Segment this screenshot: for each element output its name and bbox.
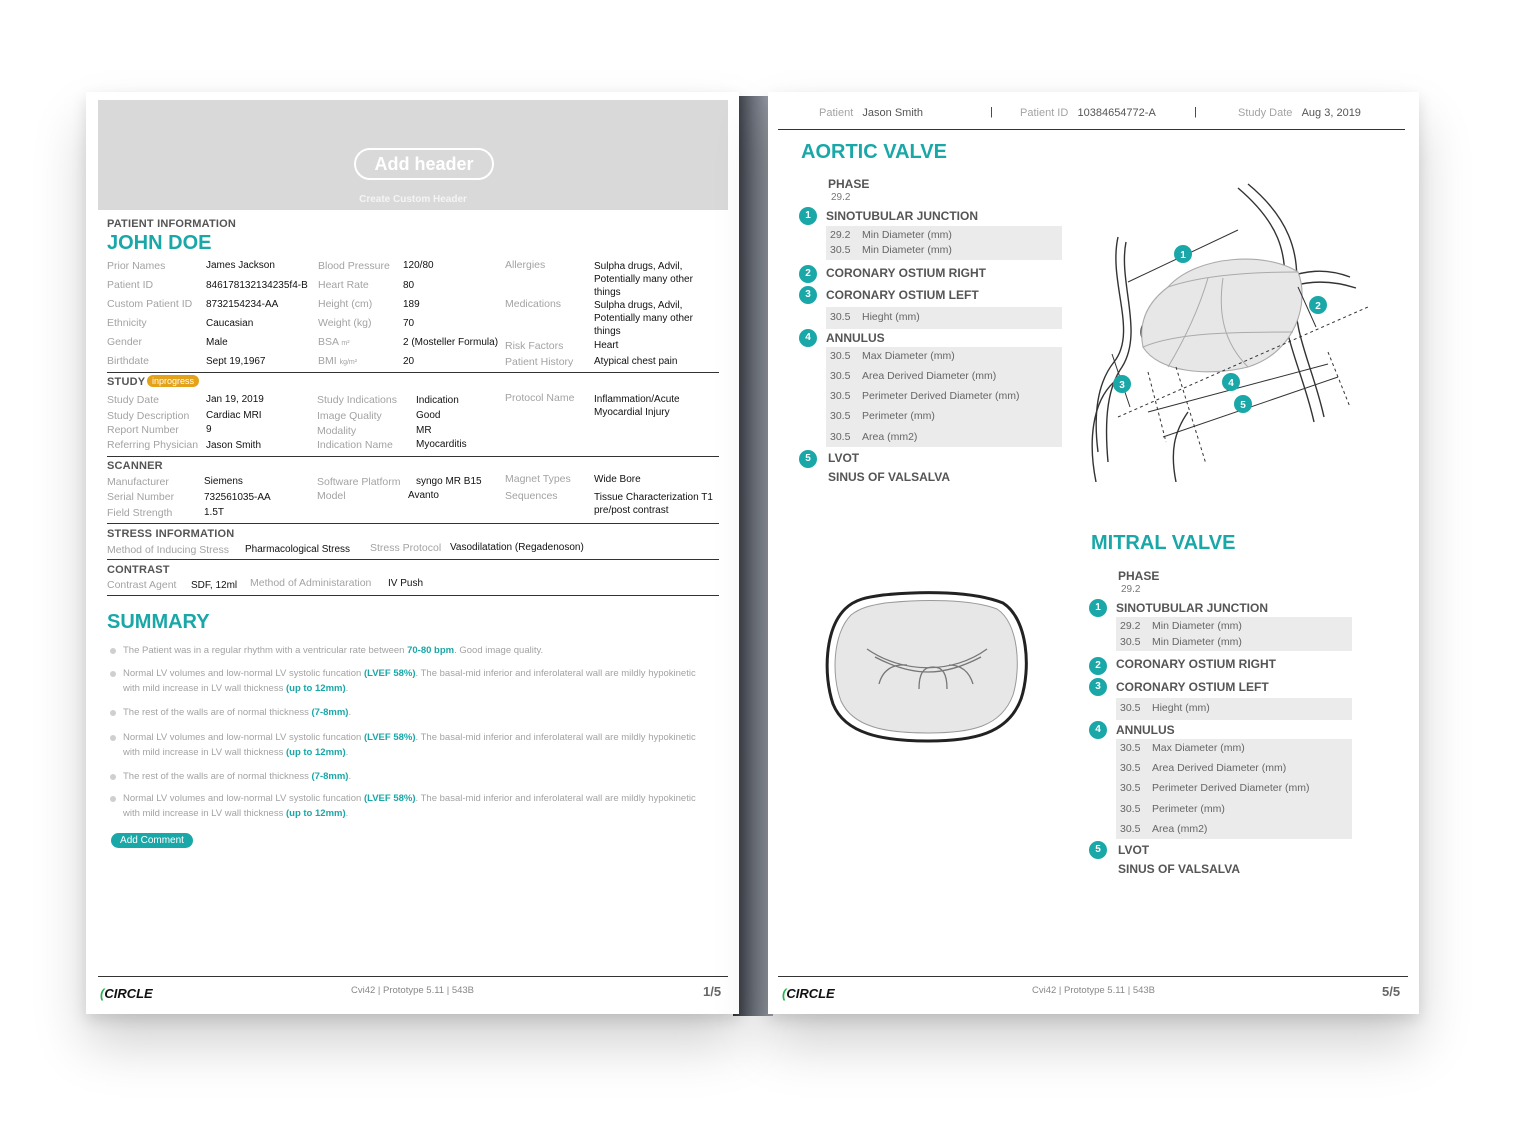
marker-5-label: 5: [1240, 400, 1246, 411]
marker-3-icon: 3: [799, 286, 817, 304]
allergies-value: Sulpha drugs, Advil, Potentially many other things: [594, 261, 693, 298]
study-heading: STUDY: [107, 376, 146, 388]
header-patient: Patient Jason Smith: [819, 107, 923, 119]
marker-5-icon: 5: [1089, 841, 1107, 859]
administration-method-label: Method of Administaration: [250, 577, 372, 589]
blood-pressure-label: Blood Pressure: [318, 260, 390, 272]
summary-title: SUMMARY: [107, 611, 210, 633]
bullet-icon: [110, 796, 116, 802]
add-header-button[interactable]: Add header: [354, 148, 494, 180]
medications-value: Sulpha drugs, Advil, Potentially many other things: [594, 300, 693, 337]
ethnicity-label: Ethnicity: [107, 317, 147, 329]
header-patient-id: Patient ID 10384654772-A: [1020, 107, 1156, 119]
serial-number-label: Serial Number: [107, 491, 175, 503]
aortic-stj-values: [826, 226, 1062, 260]
sequences-value: Tissue Characterization T1 pre/post contrast: [594, 492, 713, 516]
scanner-heading: SCANNER: [107, 460, 163, 472]
field-strength-label: Field Strength: [107, 507, 173, 519]
report-page-5: [768, 92, 1419, 1014]
birthdate-label: Birthdate: [107, 355, 150, 367]
heart-rate-label: Heart Rate: [318, 279, 369, 291]
marker-1-label: 1: [1180, 250, 1186, 261]
mitral-stj-values: 29.2 Min Diameter (mm) 30.5 Min Diameter (mm): [1116, 617, 1352, 651]
patient-info-heading: PATIENT INFORMATION: [107, 218, 237, 230]
manufacturer-label: Manufacturer: [107, 476, 169, 488]
image-quality-value: Good: [416, 410, 441, 421]
study-date-value: Jan 19, 2019: [206, 394, 264, 405]
gender-label: Gender: [107, 336, 143, 348]
patient-history-value: Atypical chest pain: [594, 356, 678, 367]
ethnicity-value: Caucasian: [206, 318, 254, 329]
mitral-height-value: 30.5 Hieght (mm): [1116, 698, 1352, 720]
study-status-badge: inprogress: [147, 375, 199, 387]
footer-divider: [98, 976, 728, 977]
marker-3-label: 3: [1119, 380, 1125, 391]
divider: [107, 523, 719, 524]
aortic-valve-title: AORTIC VALVE: [801, 141, 947, 163]
risk-factors-label: Risk Factors: [505, 340, 564, 352]
patient-id-label: Patient ID: [107, 279, 154, 291]
indication-name-value: Myocarditis: [416, 439, 467, 450]
prior-names-label: Prior Names: [107, 260, 166, 272]
weight-label: Weight (kg): [318, 317, 372, 329]
mitral-valve-diagram: [823, 589, 1033, 745]
bmi-label: BMI kg/m²: [318, 355, 358, 367]
circle-logo: (CIRCLE: [782, 986, 835, 1001]
referring-physician-label: Referring Physician: [107, 439, 199, 451]
contrast-agent-label: Contrast Agent: [107, 579, 177, 591]
patient-id-value: 846178132134235f4-B: [206, 280, 308, 291]
aortic-lvot-label: LVOT: [828, 451, 860, 465]
birthdate-value: Sept 19,1967: [206, 356, 266, 367]
mitral-sinus-label: SINUS OF VALSALVA: [1118, 862, 1241, 876]
page-number: 5/5: [1382, 984, 1401, 999]
aortic-height-value: 30.5 Hieght (mm): [826, 307, 1062, 329]
marker-3-icon: 3: [1089, 678, 1107, 696]
referring-physician-value: Jason Smith: [206, 440, 262, 451]
stress-method-value: Pharmacological Stress: [245, 544, 351, 555]
software-platform-value: syngo MR B15: [416, 476, 482, 487]
contrast-heading: CONTRAST: [107, 564, 170, 576]
aortic-annulus-values: 30.5 Max Diameter (mm) 30.5 Area Derived Diameter (mm) 30.5 Perimeter Derived Diameter (mm) 30.5 Perimeter (mm) 30.5 Area (mm2): [826, 347, 1062, 447]
magnet-types-value: Wide Bore: [594, 474, 641, 485]
divider: [107, 456, 719, 457]
header-separator: |: [1194, 106, 1197, 118]
study-description-value: Cardiac MRI: [206, 410, 262, 421]
marker-4-icon: 4: [799, 329, 817, 347]
mitral-coronary-left-label: CORONARY OSTIUM LEFT: [1116, 680, 1269, 694]
custom-patient-id-label: Custom Patient ID: [107, 298, 193, 310]
heart-rate-value: 80: [403, 280, 415, 291]
page-gap-shadow: [733, 96, 773, 1016]
manufacturer-value: Siemens: [204, 476, 243, 487]
aortic-coronary-left-label: CORONARY OSTIUM LEFT: [826, 288, 979, 302]
bullet-icon: [110, 735, 116, 741]
protocol-name-value: Inflammation/Acute Myocardial Injury: [594, 394, 680, 418]
report-number-label: Report Number: [107, 424, 179, 436]
magnet-types-label: Magnet Types: [505, 473, 571, 485]
mitral-phase-value: 29.2: [1121, 584, 1141, 595]
sequences-label: Sequences: [505, 490, 558, 502]
mitral-coronary-right-label: CORONARY OSTIUM RIGHT: [1116, 657, 1277, 671]
indication-name-label: Indication Name: [317, 439, 393, 451]
prior-names-value: James Jackson: [206, 260, 275, 271]
bsa-value: 2 (Mosteller Formula): [403, 337, 499, 348]
aortic-phase-value: 29.2: [831, 192, 851, 203]
footer-divider: [778, 976, 1408, 977]
bullet-icon: [110, 774, 116, 780]
software-platform-label: Software Platform: [317, 476, 401, 488]
custom-patient-id-value: 8732154234-AA: [206, 299, 279, 310]
marker-2-icon: 2: [1089, 657, 1107, 675]
mitral-lvot-label: LVOT: [1118, 843, 1150, 857]
header-study-date: Study Date Aug 3, 2019: [1238, 107, 1361, 119]
patient-name: JOHN DOE: [107, 232, 212, 254]
modality-value: MR: [416, 425, 432, 436]
mitral-annulus-values: 30.5 Max Diameter (mm) 30.5 Area Derived Diameter (mm) 30.5 Perimeter Derived Diameter (mm) 30.5 Perimeter (mm) 30.5 Area (mm2): [1116, 739, 1352, 839]
mitral-phase-label: PHASE: [1118, 569, 1160, 583]
blood-pressure-value: 120/80: [403, 260, 434, 271]
custom-header-placeholder[interactable]: [98, 100, 728, 210]
study-description-label: Study Description: [107, 410, 190, 422]
gender-value: Male: [206, 337, 228, 348]
study-indications-value: Indication: [416, 395, 459, 406]
marker-4-label: 4: [1228, 378, 1234, 389]
administration-method-value: IV Push: [388, 578, 424, 589]
report-page-1: Add header Create Custom Header PATIENT INFORMATION JOHN DOE Prior Names James Jackson Patient ID 846178132134235f4-B Custom Patient ID 8732154234-AA Ethnicity Caucasian Gender Male Birthdate Sept 19,1967 Blood Pressure 120/80 Heart Rate 80 Height (cm) 189 Weight (kg) 70 BSA m² 2 (Mosteller Formula) BMI kg/m² 20 Allergies Sulpha drugs, Advil, Potentially many other things Medications Sulpha drugs, Advil, Potentially many other things Risk Factors Heart Patient History Atypical chest pain STUDY inprogress Study Date Jan 19, 2019 Study Description Cardiac MRI Report Number 9 Referring Physician Jason Smith Study Indications Indication Image Quality Good Modality MR Indication Name Myocarditis Protocol Name Inflammation/Acute Myocardial Injury SCANNER Manufacturer Siemens Serial Number 732561035-AA Field Strength 1.5T Software Platform syngo MR B15 Model Avanto Magnet Types Wide Bore Sequences Tissue Characterization T1 pre/post contrast STRESS INFORMATION Method of Inducing Stress Pharmacological Stress Stress Protocol Vasodilatation (Regadenoson) CONTRAST Contrast Agent SDF, 12ml Method of Administaration IV Push SUMMARY The Patient was in a regular rhythm with a ventricular rate between 70-80 bpm. Good image quality. Normal LV volumes and low-normal LV systolic funcation (LVEF 58%). The basal-mid inferior and inferolateral wall are mildly hypokinetic with mild increase in LV wall thickness (up to 12mm). The rest of the walls are of normal thickness (7-8mm). Normal LV volumes and low-normal LV systolic funcation (LVEF 58%). The basal-mid inferior and inferolateral wall are mildly hypokinetic with mild increase in LV wall thickness (up to 12mm). The rest of the walls are of normal thickness (7-8mm). Normal LV volumes and low-normal LV systolic funcation (LVEF 58%). The basal-mid inferior and inferolateral wall are mildly hypokinetic with mild increase in LV wall thickness (up to 12mm). Add Comment (CIRCLE Cvi42 | Prototype 5.11 | 543B 1/5: [86, 92, 739, 1014]
add-comment-button[interactable]: Add Comment: [111, 833, 193, 848]
field-strength-value: 1.5T: [204, 507, 225, 518]
header-divider: [778, 129, 1405, 130]
mitral-stj-label: SINOTUBULAR JUNCTION: [1116, 601, 1268, 615]
marker-4-icon: 4: [1089, 721, 1107, 739]
footer-version: Cvi42 | Prototype 5.11 | 543B: [1031, 985, 1156, 996]
marker-5-icon: 5: [799, 450, 817, 468]
model-label: Model: [317, 490, 346, 502]
height-value: 189: [403, 299, 420, 310]
marker-2-label: 2: [1315, 301, 1321, 312]
allergies-label: Allergies: [505, 259, 546, 271]
report-number-value: 9: [206, 424, 212, 435]
study-date-label: Study Date: [107, 394, 159, 406]
serial-number-value: 732561035-AA: [204, 492, 271, 503]
model-value: Avanto: [408, 490, 439, 501]
bmi-value: 20: [403, 356, 415, 367]
circle-logo: (CIRCLE: [100, 986, 153, 1001]
divider: [107, 559, 719, 560]
contrast-agent-value: SDF, 12ml: [191, 580, 238, 591]
height-label: Height (cm): [318, 298, 373, 310]
stress-protocol-value: Vasodilatation (Regadenoson): [450, 542, 584, 553]
bsa-label: BSA m²: [318, 336, 350, 348]
mitral-annulus-label: ANNULUS: [1116, 723, 1175, 737]
marker-1-icon: 1: [1089, 599, 1107, 617]
image-quality-label: Image Quality: [317, 410, 382, 422]
medications-label: Medications: [505, 298, 562, 310]
marker-2-icon: 2: [799, 265, 817, 283]
bullet-icon: [110, 648, 116, 654]
aortic-coronary-right-label: CORONARY OSTIUM RIGHT: [826, 266, 987, 280]
stj-row: 29.2 Min Diameter (mm): [830, 229, 952, 241]
stress-info-heading: STRESS INFORMATION: [107, 528, 235, 540]
create-custom-header-link[interactable]: Create Custom Header: [359, 194, 467, 205]
aortic-sinus-label: SINUS OF VALSALVA: [828, 470, 951, 484]
bullet-icon: [110, 710, 116, 716]
bullet-icon: [110, 671, 116, 677]
page-number: 1/5: [703, 984, 722, 999]
stj-row: 30.5 Min Diameter (mm): [830, 244, 952, 256]
weight-value: 70: [403, 318, 415, 329]
risk-factors-value: Heart: [594, 340, 619, 351]
divider: [107, 595, 719, 596]
modality-label: Modality: [317, 425, 357, 437]
study-indications-label: Study Indications: [317, 394, 397, 406]
patient-history-label: Patient History: [505, 356, 574, 368]
marker-1-icon: 1: [799, 207, 817, 225]
aortic-stj-label: SINOTUBULAR JUNCTION: [826, 209, 978, 223]
stress-method-label: Method of Inducing Stress: [107, 544, 229, 556]
protocol-name-label: Protocol Name: [505, 392, 575, 404]
header-separator: |: [990, 106, 993, 118]
footer-version: Cvi42 | Prototype 5.11 | 543B: [350, 985, 475, 996]
divider: [107, 372, 719, 373]
aortic-phase-label: PHASE: [828, 177, 870, 191]
mitral-valve-title: MITRAL VALVE: [1091, 532, 1236, 554]
aortic-valve-diagram: [1088, 182, 1378, 482]
aortic-annulus-label: ANNULUS: [826, 331, 885, 345]
stress-protocol-label: Stress Protocol: [370, 542, 442, 554]
